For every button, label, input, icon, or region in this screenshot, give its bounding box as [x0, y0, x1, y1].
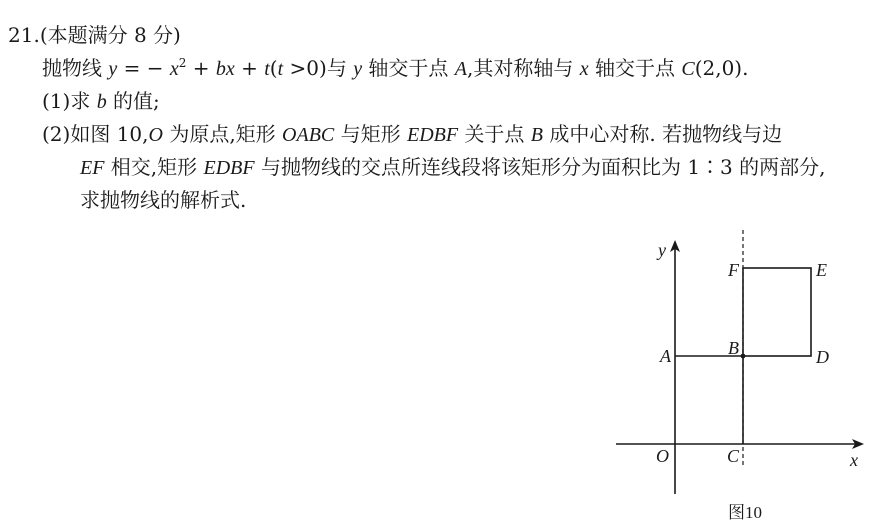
label-F: F [728, 260, 739, 280]
part-text: 如图 10, [70, 122, 149, 146]
part-2 [42, 121, 782, 148]
part-2-line-2 [80, 154, 826, 181]
var-x: x [169, 58, 179, 80]
problem-number: 21. [8, 23, 40, 47]
stem-text: ( [269, 56, 278, 80]
edge-EF: EF [80, 157, 105, 179]
stem-text: 轴交于点 [588, 56, 682, 80]
problem-header [8, 22, 181, 48]
exponent: 2 [178, 56, 187, 70]
label-E: E [816, 260, 827, 280]
part-text: 相交,矩形 [104, 155, 204, 179]
var-t: t [264, 58, 270, 80]
stem-text: = − [117, 56, 170, 80]
label-B: B [728, 338, 739, 358]
stem-text: 抛物线 [42, 56, 109, 80]
stem-text: + [186, 56, 216, 80]
label-x: x [850, 450, 858, 470]
part-text: 关于点 [458, 122, 531, 146]
stem-text: ,其对称轴与 [467, 56, 580, 80]
problem-stem [42, 55, 748, 82]
part-text: 求 [70, 89, 97, 113]
stem-text: (2,0). [694, 56, 749, 80]
label-C: C [727, 446, 740, 466]
var-x: x [225, 58, 235, 80]
part-text: 与矩形 [334, 122, 407, 146]
point-B-dot [741, 354, 746, 359]
part-label: (1) [42, 89, 71, 113]
point-A: A [454, 58, 468, 80]
part-1 [42, 88, 160, 115]
rect-OABC: OABC [282, 124, 335, 146]
label-A: A [660, 346, 671, 366]
point-B: B [530, 124, 544, 146]
part-text: 成中心对称. 若抛物线与边 [543, 122, 783, 146]
var-b: b [215, 58, 226, 80]
part-text: 求抛物线的解析式. [80, 188, 247, 212]
stem-text: 轴交于点 [362, 56, 455, 80]
figure-10 [600, 230, 880, 530]
var-b: b [96, 91, 107, 113]
stem-text: + [234, 56, 265, 80]
stem-text: >0) [283, 56, 327, 80]
rect-EDBF: EDBF [203, 157, 255, 179]
stem-text: 与 [326, 56, 354, 80]
part-label: (2) [42, 122, 71, 146]
var-y: y [108, 58, 118, 80]
part-text: 与抛物线的交点所连线段将该矩形分为面积比为 1∶3 的两部分, [254, 155, 826, 179]
var-y: y [353, 58, 363, 80]
var-x: x [579, 58, 589, 80]
point-C: C [681, 58, 695, 80]
rectangle-EDBF [743, 268, 811, 356]
part-text: 为原点,矩形 [162, 122, 283, 146]
figure-caption: 图10 [728, 503, 762, 522]
label-D: D [816, 347, 829, 367]
label-y: y [658, 240, 666, 260]
point-O: O [148, 124, 163, 146]
problem-score: (本题满分 8 分) [39, 23, 181, 47]
var-t: t [277, 58, 284, 80]
rect-EDBF: EDBF [406, 124, 459, 146]
part-2-line-3 [80, 187, 246, 213]
figure-svg [600, 230, 880, 526]
label-O: O [656, 446, 669, 466]
part-text: 的值; [106, 89, 160, 113]
